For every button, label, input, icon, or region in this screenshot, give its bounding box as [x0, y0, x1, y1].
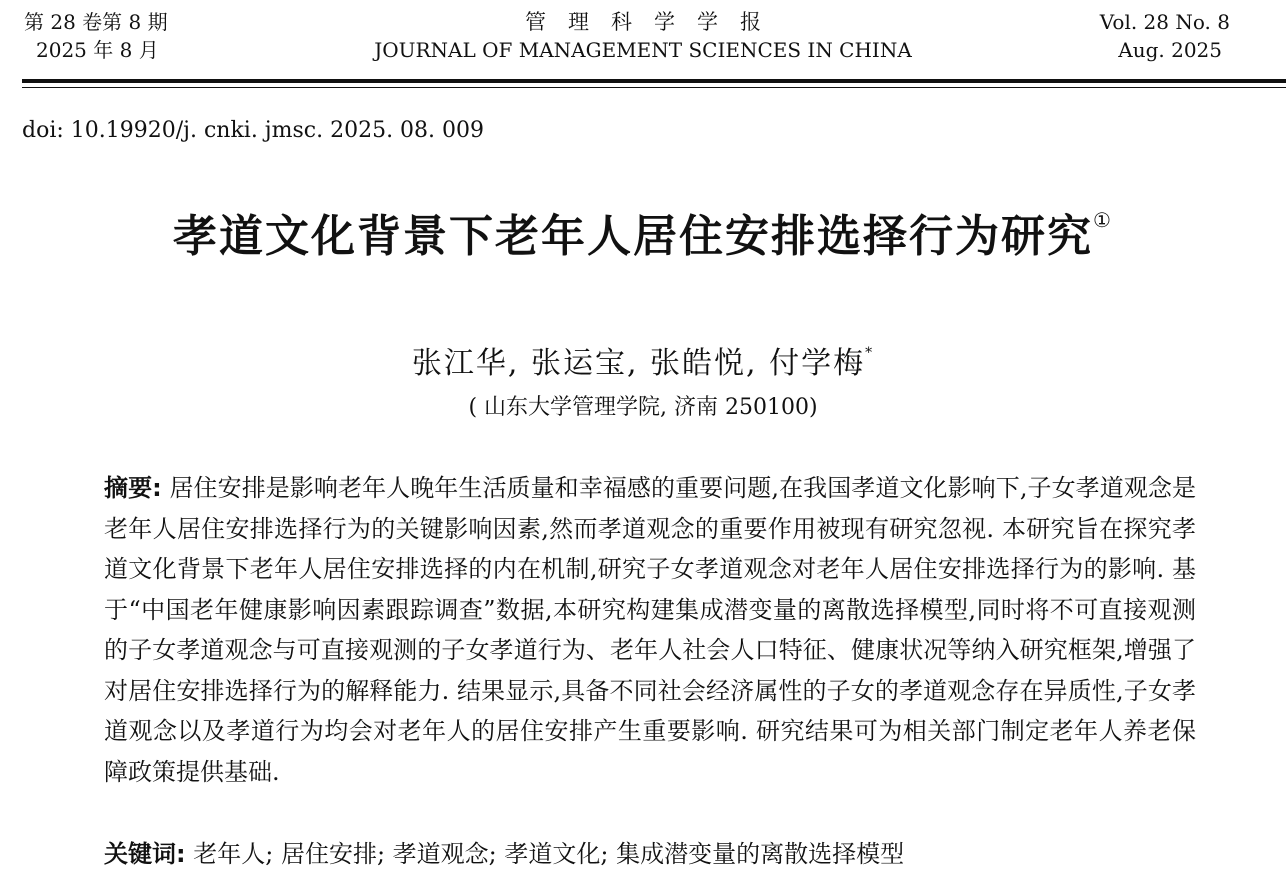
volume-issue-en: Vol. 28 No. 8: [1099, 10, 1230, 34]
title-footnote-mark: ①: [1093, 208, 1113, 232]
authors-text: 张江华, 张运宝, 张皓悦, 付学梅: [411, 346, 866, 381]
date-cn: 2025 年 8 月: [36, 38, 159, 62]
keywords: [104, 834, 904, 874]
corresponding-author-mark: *: [865, 345, 875, 361]
header-rule-thick: [22, 79, 1286, 83]
abstract-label: 摘要:: [104, 474, 162, 502]
journal-name-cn: 管理科学学报: [525, 10, 783, 34]
header-rule-thin: [22, 87, 1286, 88]
affiliation: ( 山东大学管理学院, 济南 250100): [468, 395, 818, 420]
header-center: [0, 8, 1286, 64]
doi: doi: 10.19920/j. cnki. jmsc. 2025. 08. 009: [22, 118, 485, 143]
author-list: [0, 338, 1286, 382]
abstract-text: 居住安排是影响老年人晚年生活质量和幸福感的重要问题,在我国孝道文化影响下,子女孝道观念是老年人居住安排选择行为的关键影响因素,然而孝道观念的重要作用被现有研究忽视. 本研究旨在探究孝道文化背景下老年人居住安排选择的内在机制,研究子女孝道观念对老年人居住安排选择行为的影响. 基于“中国老年健康影响因素跟踪调查”数据,本研究构建集成潜变量的离散选择模型,同时将不可直接观测的子女孝道观念与可直接观测的子女孝道行为、老年人社会人口特征、健康状况等纳入研究框架,增强了对居住安排选择行为的解释能力. 结果显示,具备不同社会经济属性的子女的孝道观念存在异质性,子女孝道观念以及孝道行为均会对老年人的居住安排产生重要影响. 研究结果可为相关部门制定老年人养老保障政策提供基础.: [104, 474, 1196, 786]
date-en: Aug. 2025: [1118, 38, 1222, 62]
paper-title: [0, 200, 1286, 264]
paper-title-text: 孝道文化背景下老年人居住安排选择行为研究: [173, 211, 1094, 262]
journal-name-en: JOURNAL OF MANAGEMENT SCIENCES IN CHINA: [374, 38, 912, 62]
abstract: [104, 468, 1196, 792]
volume-issue-cn: 第 28 卷第 8 期: [24, 10, 168, 34]
keywords-label: 关键词:: [104, 840, 186, 868]
keywords-text: 老年人; 居住安排; 孝道观念; 孝道文化; 集成潜变量的离散选择模型: [193, 840, 905, 868]
header-right: [1100, 8, 1230, 64]
